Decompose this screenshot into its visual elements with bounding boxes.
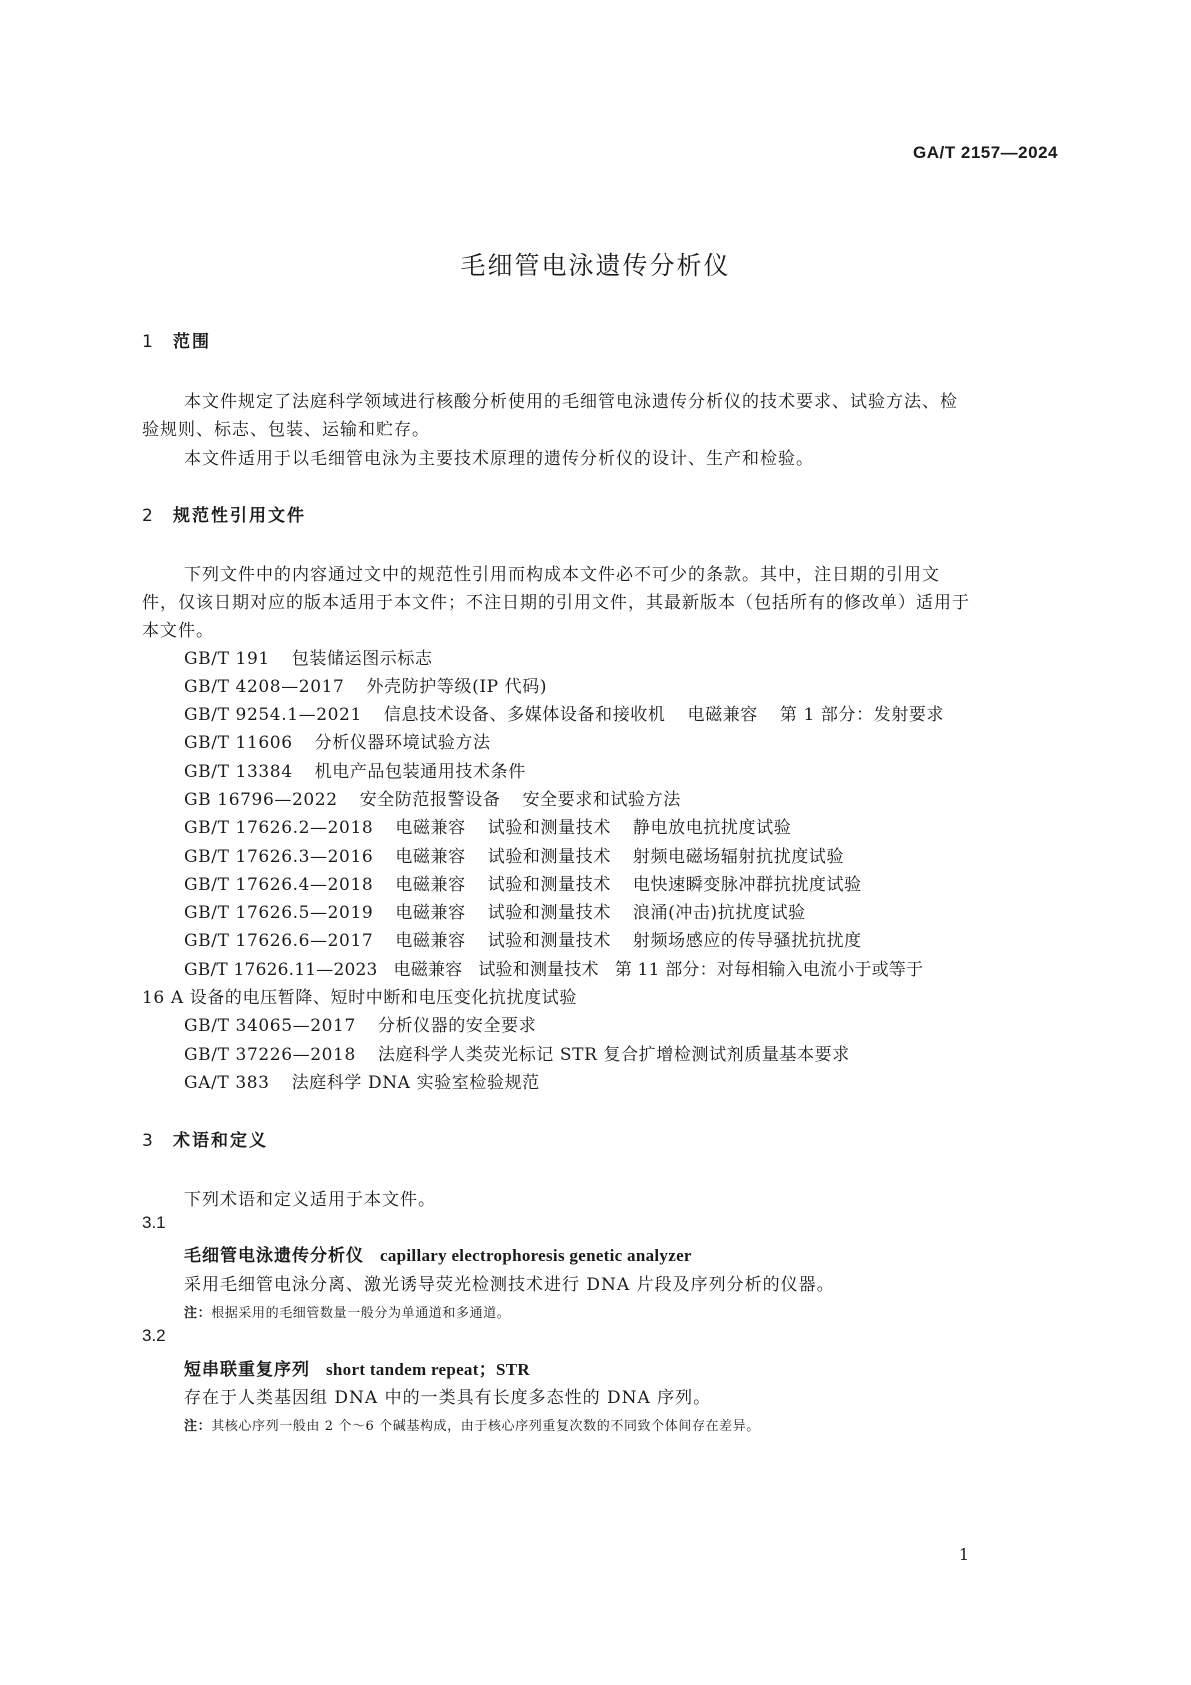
reference-item (184, 813, 791, 838)
reference-item (184, 1040, 850, 1065)
reference-title: 法庭科学 DNA 实验室检验规范 (291, 1073, 540, 1093)
section-title: 术语和定义 (173, 1131, 268, 1151)
reference-item (184, 870, 862, 895)
reference-item (184, 926, 862, 951)
reference-code: GB/T 17626.5—2019 (184, 903, 374, 923)
reference-item (184, 955, 923, 980)
document-title: 毛细管电泳遗传分析仪 (460, 251, 731, 280)
references-intro-line-1: 下列文件中的内容通过文中的规范性引用而构成本文件必不可少的条款。其中，注日期的引用文 (184, 565, 940, 585)
term-name (184, 1241, 692, 1266)
reference-title-part: 第 1 部分：发射要求 (779, 705, 945, 725)
reference-code: GB/T 17626.2—2018 (184, 818, 374, 838)
scope-paragraph-2: 本文件适用于以毛细管电泳为主要技术原理的遗传分析仪的设计、生产和检验。 (184, 449, 814, 469)
reference-title-part: 电磁兼容 (395, 875, 466, 895)
term-name (184, 1355, 530, 1380)
reference-title-part: 试验和测量技术 (487, 903, 611, 923)
reference-item (184, 1068, 540, 1093)
reference-item (184, 644, 433, 669)
reference-title-part: 试验和测量技术 (487, 818, 611, 838)
section-number: 1 (142, 332, 153, 352)
reference-code: GB/T 17626.3—2016 (184, 847, 374, 867)
reference-title-part: 浪涌(冲击)抗扰度试验 (632, 903, 806, 923)
reference-title-part: 试验和测量技术 (487, 875, 611, 895)
term-definition: 采用毛细管电泳分离、激光诱导荧光检测技术进行 DNA 片段及序列分析的仪器。 (184, 1275, 835, 1295)
term-number: 3.1 (142, 1213, 166, 1232)
references-intro-line-3: 本文件。 (142, 621, 214, 641)
reference-code: GB/T 4208—2017 (184, 677, 345, 697)
reference-title: 法庭科学人类荧光标记 STR 复合扩增检测试剂质量基本要求 (377, 1045, 850, 1065)
reference-code: GB/T 11606 (184, 733, 293, 753)
reference-title: 外壳防护等级(IP 代码) (366, 677, 548, 697)
reference-title-part: 试验和测量技术 (487, 931, 611, 951)
note-label: 注： (184, 1419, 212, 1434)
note-label: 注： (184, 1306, 212, 1321)
references-intro-line-2: 件，仅该日期对应的版本适用于本文件；不注日期的引用文件，其最新版本（包括所有的修改单）适用于 (142, 593, 970, 613)
reference-title-part: 电磁兼容 (393, 960, 463, 980)
reference-code: GA/T 383 (184, 1073, 270, 1093)
term-note (184, 1302, 510, 1321)
reference-title-part: 安全要求和试验方法 (522, 790, 681, 810)
reference-title-part: 安全防范报警设备 (359, 790, 501, 810)
section-title: 规范性引用文件 (173, 506, 306, 526)
section-number: 2 (142, 506, 153, 526)
reference-item (184, 898, 806, 923)
reference-title-part: 信息技术设备、多媒体设备和接收机 (383, 705, 666, 725)
scope-paragraph-line-1: 本文件规定了法庭科学领域进行核酸分析使用的毛细管电泳遗传分析仪的技术要求、试验方法、检 (184, 392, 958, 412)
reference-title-part: 电快速瞬变脉冲群抗扰度试验 (632, 875, 862, 895)
reference-item (184, 728, 491, 753)
reference-code: GB/T 17626.4—2018 (184, 875, 374, 895)
reference-title-part: 电磁兼容 (395, 847, 466, 867)
reference-code: GB/T 191 (184, 649, 270, 669)
reference-code: GB/T 13384 (184, 762, 293, 782)
term-name-zh: 短串联重复序列 (184, 1360, 310, 1380)
reference-title-part: 试验和测量技术 (478, 960, 599, 980)
reference-item-continuation: 16 A 设备的电压暂降、短时中断和电压变化抗扰度试验 (142, 988, 577, 1008)
reference-code: GB 16796—2022 (184, 790, 338, 810)
term-definition: 存在于人类基因组 DNA 中的一类具有长度多态性的 DNA 序列。 (184, 1388, 712, 1408)
reference-title: 分析仪器的安全要求 (377, 1016, 537, 1036)
reference-code: GB/T 37226—2018 (184, 1045, 356, 1065)
reference-title-part: 静电放电抗扰度试验 (632, 818, 792, 838)
term-note (184, 1415, 760, 1434)
reference-title: 机电产品包装通用技术条件 (314, 762, 526, 782)
reference-item (184, 700, 944, 725)
scope-paragraph-line-2: 验规则、标志、包装、运输和贮存。 (142, 420, 430, 440)
reference-item (184, 842, 844, 867)
reference-code: GB/T 34065—2017 (184, 1016, 356, 1036)
reference-code: GB/T 17626.11—2023 (184, 960, 378, 980)
reference-title-part: 电磁兼容 (395, 931, 466, 951)
reference-title-part: 射频电磁场辐射抗扰度试验 (632, 847, 845, 867)
term-name-en: short tandem repeat；STR (326, 1360, 530, 1379)
reference-title-part: 电磁兼容 (395, 818, 466, 838)
reference-title: 包装储运图示标志 (291, 649, 433, 669)
reference-title: 分析仪器环境试验方法 (314, 733, 491, 753)
note-text: 其核心序列一般由 2 个～6 个碱基构成，由于核心序列重复次数的不同致个体间存在差异。 (211, 1419, 760, 1434)
reference-item (184, 1011, 536, 1036)
note-text: 根据采用的毛细管数量一般分为单通道和多通道。 (211, 1306, 511, 1321)
reference-item (184, 785, 681, 810)
reference-code: GB/T 9254.1—2021 (184, 705, 362, 725)
terms-intro: 下列术语和定义适用于本文件。 (184, 1190, 436, 1210)
reference-item (184, 757, 526, 782)
reference-item (184, 672, 547, 697)
term-name-zh: 毛细管电泳遗传分析仪 (184, 1246, 364, 1266)
term-name-en: capillary electrophoresis genetic analyzer (380, 1246, 692, 1265)
reference-title-part: 电磁兼容 (687, 705, 758, 725)
page-number: 1 (958, 1545, 969, 1564)
reference-title-part: 电磁兼容 (395, 903, 466, 923)
reference-title-part: 试验和测量技术 (487, 847, 611, 867)
section-2-heading (142, 501, 306, 526)
standard-code: GA/T 2157—2024 (913, 143, 1058, 162)
reference-title-part: 第 11 部分：对每相输入电流小于或等于 (614, 960, 924, 980)
section-number: 3 (142, 1131, 153, 1151)
term-number: 3.2 (142, 1326, 166, 1345)
section-1-heading (142, 327, 211, 352)
section-3-heading (142, 1126, 268, 1151)
reference-code: GB/T 17626.6—2017 (184, 931, 374, 951)
reference-title-part: 射频场感应的传导骚扰抗扰度 (632, 931, 862, 951)
section-title: 范围 (173, 332, 211, 352)
